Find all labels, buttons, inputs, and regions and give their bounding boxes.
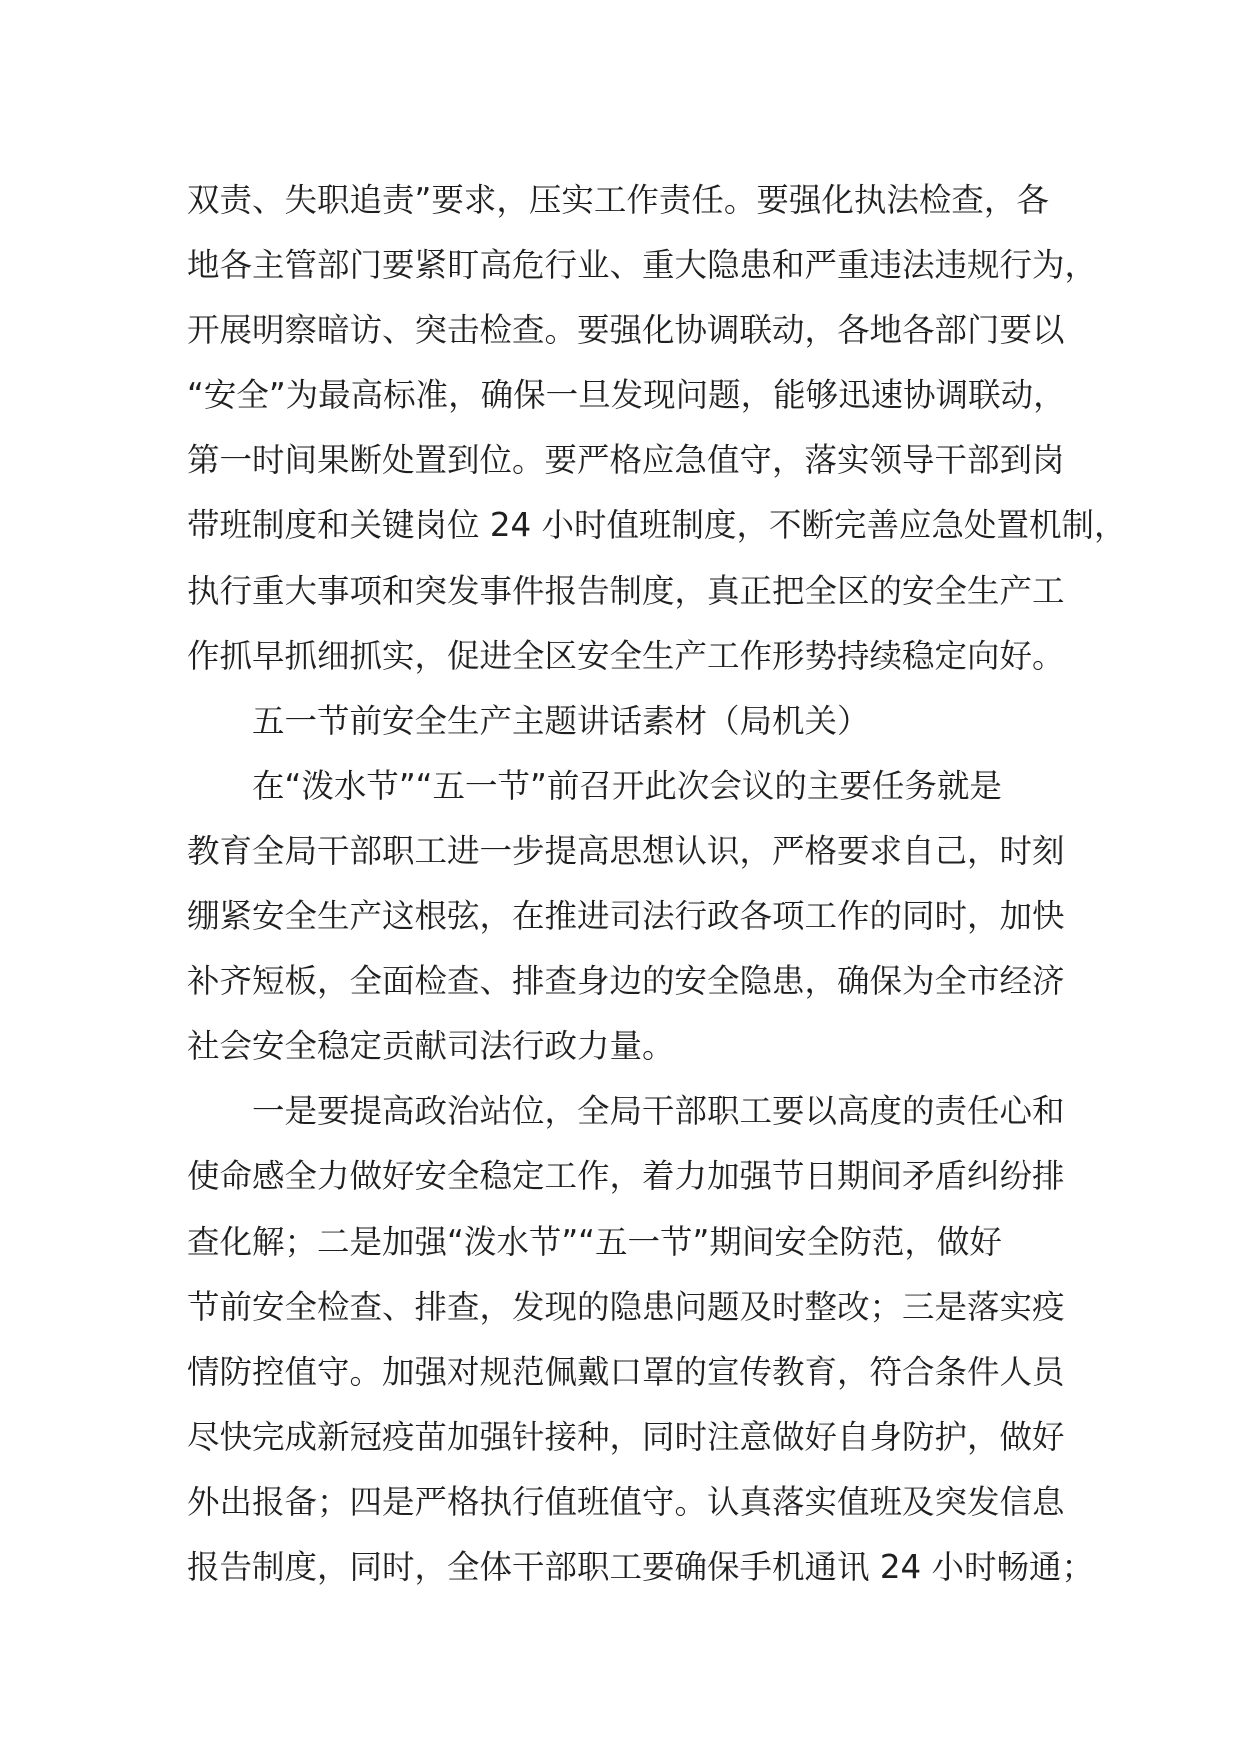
section-heading: 五一节前安全生产主题讲话素材（局机关） xyxy=(252,701,870,740)
text-line: 外出报备；四是严格执行值班值守。认真落实值班及突发信息 xyxy=(187,1482,1065,1521)
paragraph-first-line: 一是要提高政治站位，全局干部职工要以高度的责任心和 xyxy=(252,1092,1065,1131)
text-line: 第一时间果断处置到位。要严格应急值守，落实领导干部到岗 xyxy=(187,441,1065,480)
text-line: 绷紧安全生产这根弦，在推进司法行政各项工作的同时，加快 xyxy=(187,897,1065,936)
text-line: 开展明察暗访、突击检查。要强化协调联动，各地各部门要以 xyxy=(187,311,1065,350)
text-line: 执行重大事项和突发事件报告制度，真正把全区的安全生产工 xyxy=(187,571,1065,610)
text-line: 节前安全检查、排查，发现的隐患问题及时整改；三是落实疫 xyxy=(187,1287,1065,1326)
text-line: 作抓早抓细抓实，促进全区安全生产工作形势持续稳定向好。 xyxy=(187,636,1065,675)
text-line: 补齐短板，全面检查、排查身边的安全隐患，确保为全市经济 xyxy=(187,962,1065,1001)
text-line: 地各主管部门要紧盯高危行业、重大隐患和严重违法违规行为， xyxy=(187,246,1098,285)
text-line: 教育全局干部职工进一步提高思想认识，严格要求自己，时刻 xyxy=(187,831,1065,870)
text-line: 查化解；二是加强“泼水节”“五一节”期间安全防范，做好 xyxy=(187,1222,1002,1261)
text-line: 社会安全稳定贡献司法行政力量。 xyxy=(187,1027,675,1066)
document-body xyxy=(187,168,1127,1600)
text-line: 尽快完成新冠疫苗加强针接种，同时注意做好自身防护，做好 xyxy=(187,1417,1065,1456)
text-line: 双责、失职追责”要求，压实工作责任。要强化执法检查，各 xyxy=(187,181,1049,219)
text-line: “安全”为最高标准，确保一旦发现问题，能够迅速协调联动， xyxy=(187,376,1066,415)
text-line: 带班制度和关键岗位 24 小时值班制度，不断完善应急处置机制， xyxy=(187,506,1127,545)
text-line: 报告制度，同时，全体干部职工要确保手机通讯 24 小时畅通； xyxy=(187,1547,1095,1586)
text-line: 使命感全力做好安全稳定工作，着力加强节日期间矛盾纠纷排 xyxy=(187,1157,1065,1196)
text-line: 情防控值守。加强对规范佩戴口罩的宣传教育，符合条件人员 xyxy=(187,1352,1065,1391)
paragraph-first-line: 在“泼水节”“五一节”前召开此次会议的主要任务就是 xyxy=(252,766,1002,805)
